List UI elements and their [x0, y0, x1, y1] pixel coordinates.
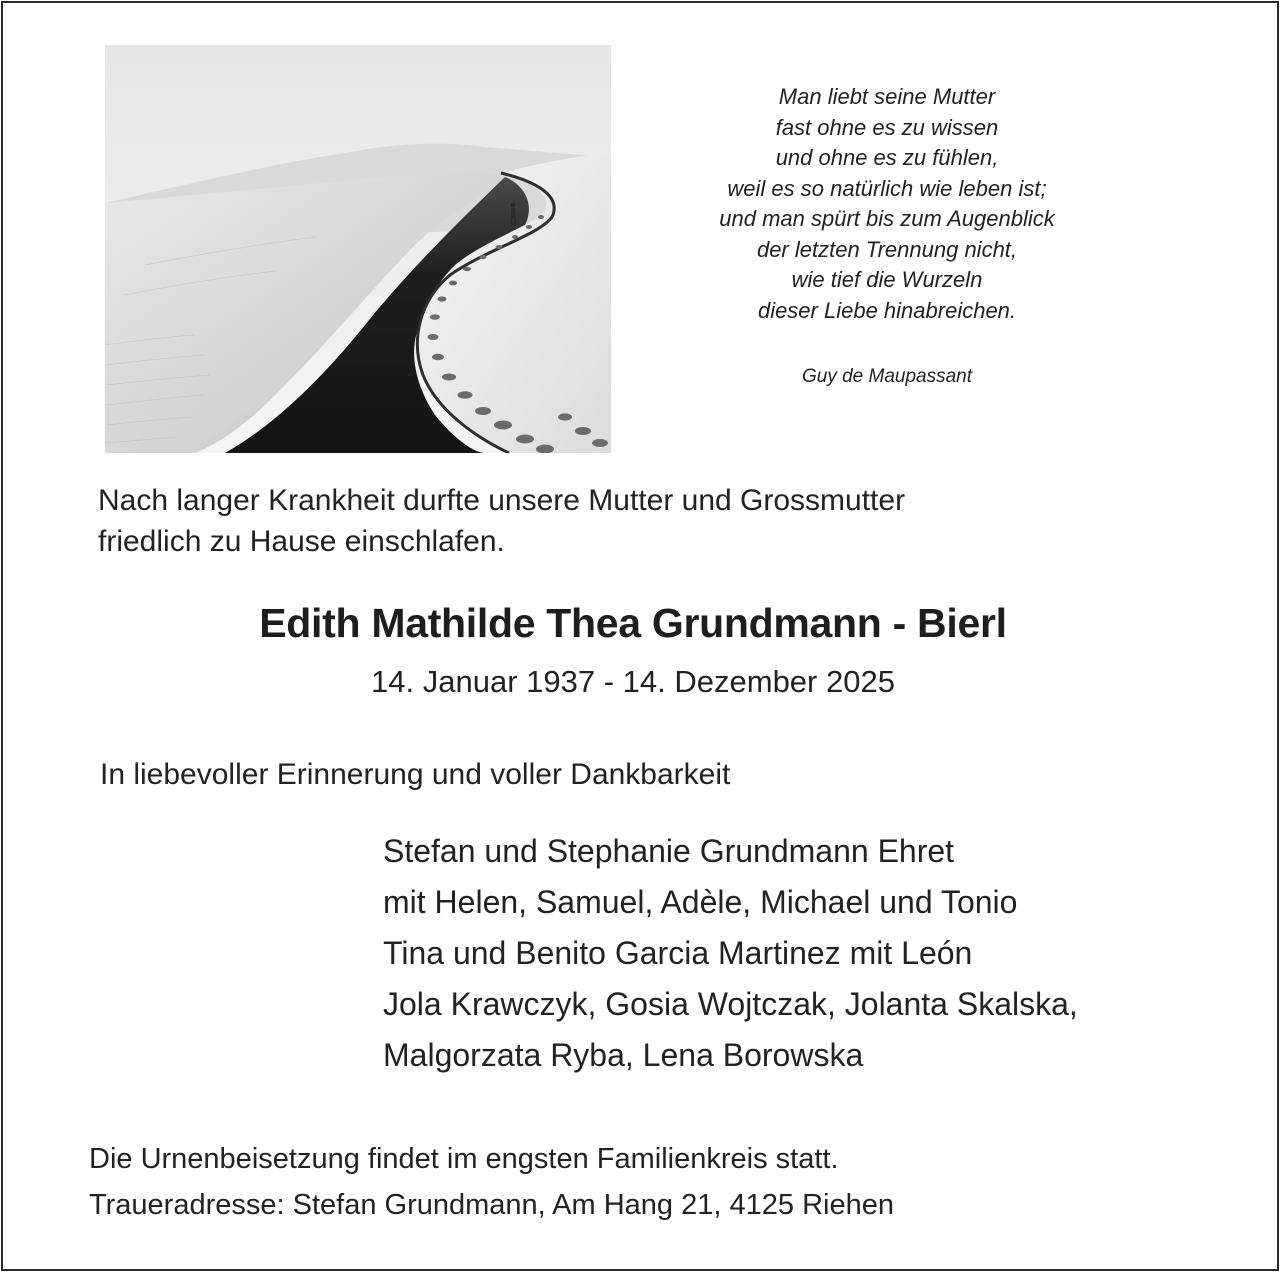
poem-line: weil es so natürlich wie leben ist;: [727, 175, 1047, 201]
footer-notes: [89, 1136, 894, 1228]
poem-line: und ohne es zu fühlen,: [775, 145, 999, 170]
family-line: Jola Krawczyk, Gosia Wojtczak, Jolanta Skalska,: [383, 986, 1078, 1022]
poem-line: fast ohne es zu wissen: [775, 114, 999, 140]
burial-note: Die Urnenbeisetzung findet im engsten Familienkreis statt.: [89, 1143, 839, 1175]
intro-text: [98, 480, 1178, 562]
poem-line: Man liebt seine Mutter: [778, 84, 996, 109]
poem-author: Guy de Maupassant: [801, 366, 973, 387]
memory-text: In liebevoller Erinnerung und voller Dankbarkeit: [100, 758, 731, 791]
family-list: [383, 826, 1078, 1081]
poem-line: der letzten Trennung nicht,: [756, 236, 1018, 262]
poem-line: wie tief die Wurzeln: [791, 267, 983, 292]
intro-line: Nach langer Krankheit durfte unsere Mutter und Grossmutter: [98, 484, 906, 517]
family-line: Stefan und Stephanie Grundmann Ehret: [383, 833, 955, 869]
poem-line: und man spürt bis zum Augenblick: [719, 206, 1055, 231]
family-line: mit Helen, Samuel, Adèle, Michael und Tonio: [383, 884, 1018, 920]
life-dates: 14. Januar 1937 - 14. Dezember 2025: [371, 664, 895, 699]
poem-quote: [672, 82, 1102, 326]
intro-line: friedlich zu Hause einschlafen.: [98, 525, 505, 558]
desert-dune-photo: [105, 45, 611, 453]
poem-line: dieser Liebe hinabreichen.: [757, 297, 1017, 323]
family-line: Tina und Benito Garcia Martinez mit León: [383, 935, 973, 971]
family-line: Malgorzata Ryba, Lena Borowska: [383, 1037, 864, 1073]
mourning-address: Traueradresse: Stefan Grundmann, Am Hang 21, 4125 Riehen: [89, 1189, 894, 1221]
deceased-name: Edith Mathilde Thea Grundmann - Bierl: [259, 600, 1007, 646]
